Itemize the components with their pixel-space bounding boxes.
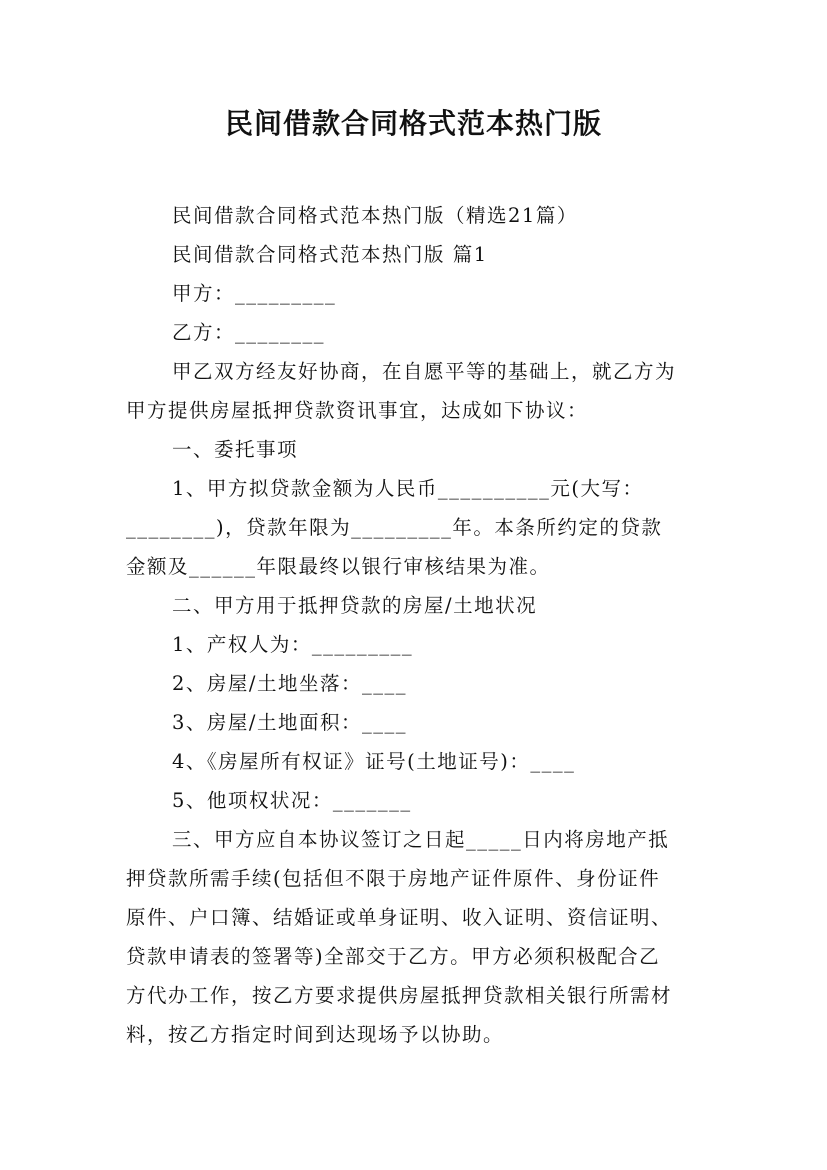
subtitle-line: 民间借款合同格式范本热门版（精选21篇） [172,204,578,227]
list-item: 2、房屋/土地坐落：____ [172,672,407,695]
paragraph-line: 原件、户口簿、结婚证或单身证明、收入证明、资信证明、 [126,906,673,929]
list-item: 1、产权人为：_________ [172,633,414,656]
paragraph-line: 金额及______年限最终以银行审核结果为准。 [126,555,551,578]
paragraph-line: ________)，贷款年限为_________年。本条所约定的贷款 [126,516,663,539]
paragraph-line: 1、甲方拟贷款金额为人民币__________元(大写： [172,477,644,500]
list-item: 4、《房屋所有权证》证号(土地证号)：____ [172,750,576,773]
party-a-line: 甲方：_________ [172,282,337,305]
paragraph-line: 甲乙双方经友好协商，在自愿平等的基础上，就乙方为 [172,360,677,383]
party-b-line: 乙方：________ [172,321,326,344]
list-item: 5、他项权状况：_______ [172,789,412,812]
list-item: 3、房屋/土地面积：____ [172,711,407,734]
clause-heading: 一、委托事项 [172,438,299,461]
document-title: 民间借款合同格式范本热门版 [224,107,602,140]
paragraph-line: 甲方提供房屋抵押贷款资讯事宜，达成如下协议： [126,399,589,422]
paragraph-line: 三、甲方应自本协议签订之日起_____日内将房地产抵 [172,828,670,851]
section-heading: 民间借款合同格式范本热门版 篇1 [172,243,488,266]
paragraph-line: 方代办工作，按乙方要求提供房屋抵押贷款相关银行所需材 [126,984,673,1007]
clause-heading: 二、甲方用于抵押贷款的房屋/土地状况 [172,594,538,617]
paragraph-line: 料，按乙方指定时间到达现场予以协助。 [126,1023,505,1046]
paragraph-line: 贷款申请表的签署等)全部交于乙方。甲方必须积极配合乙 [126,945,661,968]
paragraph-line: 押贷款所需手续(包括但不限于房地产证件原件、身份证件 [126,867,661,890]
